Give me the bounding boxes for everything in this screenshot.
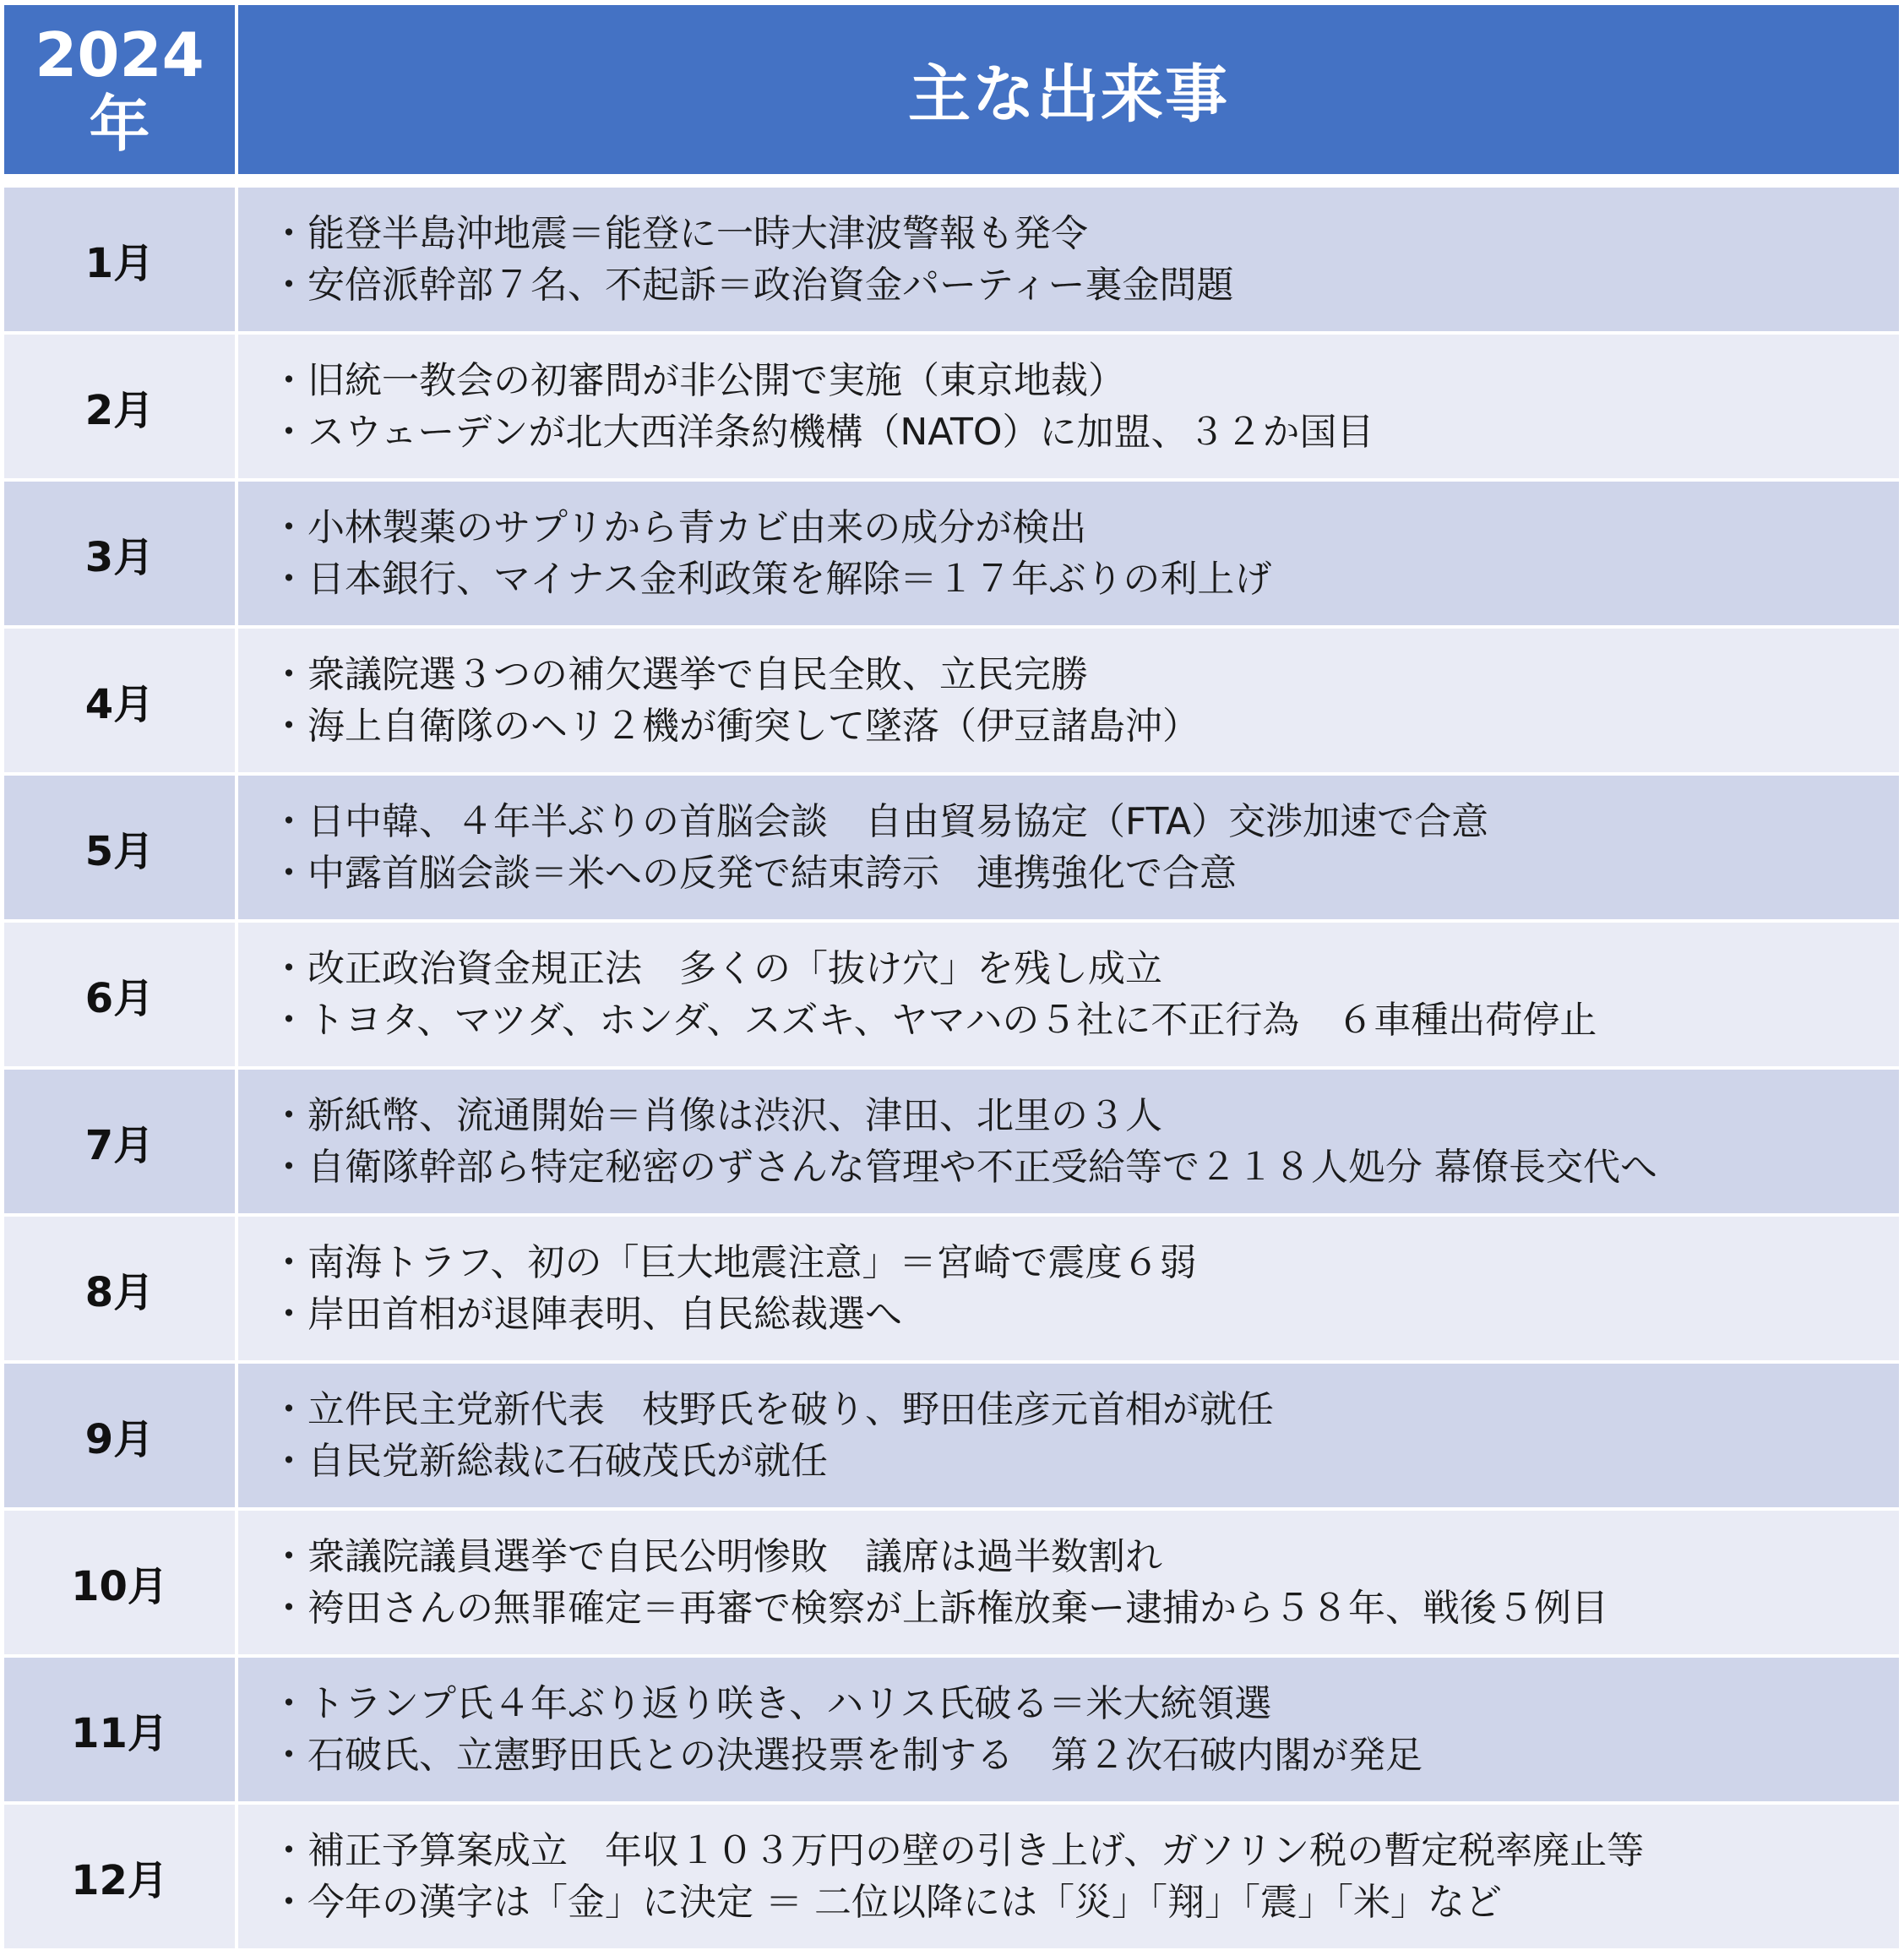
events-cell [238,776,1899,919]
event-item: ・改正政治資金規正法 多くの「抜け穴」を残し成立 [270,947,1162,990]
events-cell [238,1364,1899,1507]
month-label: 10月 [4,1511,235,1654]
events-cell [238,923,1899,1066]
events-cell [238,482,1899,625]
month-label: 3月 [4,482,235,625]
event-item: ・衆議院選３つの補欠選挙で自民全敗、立民完勝 [270,653,1088,696]
event-item: ・トヨタ、マツダ、ホンダ、スズキ、ヤマハの５社に不正行為 ６車種出荷停止 [270,999,1597,1042]
event-item: ・能登半島沖地震＝能登に一時大津波警報も発令 [270,212,1088,255]
month-label: 2月 [4,335,235,478]
month-label: 1月 [4,188,235,331]
event-item: ・小林製薬のサプリから青カビ由来の成分が検出 [270,506,1087,549]
event-item: ・袴田さんの無罪確定＝再審で検察が上訴権放棄ー逮捕から５８年、戦後５例目 [270,1587,1608,1630]
events-cell [238,1658,1899,1801]
events-cell [238,188,1899,331]
year-suffix: 年 [89,89,150,160]
event-item: ・日中韓、４年半ぶりの首脳会談 自由貿易協定（FTA）交渉加速で合意 [270,800,1489,843]
event-item: ・新紙幣、流通開始＝肖像は渋沢、津田、北里の３人 [270,1094,1162,1137]
month-label: 5月 [4,776,235,919]
event-item: ・中露首脳会談＝米への反発で結束誇示 連携強化で合意 [270,852,1237,895]
year-number: 2024 [35,19,204,90]
year-header [4,5,235,174]
events-cell [238,335,1899,478]
event-item: ・南海トラフ、初の「巨大地震注意」＝宮崎で震度６弱 [270,1241,1197,1284]
event-item: ・海上自衛隊のヘリ２機が衝突して墜落（伊豆諸島沖） [270,705,1200,748]
events-cell [238,1217,1899,1360]
events-cell [238,1805,1899,1948]
month-label: 8月 [4,1217,235,1360]
month-label: 7月 [4,1070,235,1213]
events-cell [238,629,1899,772]
events-cell [238,1070,1899,1213]
event-item: ・衆議院議員選挙で自民公明惨敗 議席は過半数割れ [270,1535,1162,1578]
month-label: 6月 [4,923,235,1066]
event-item: ・立件民主党新代表 枝野氏を破り、野田佳彦元首相が就任 [270,1388,1274,1431]
table-title: 主な出来事 [238,5,1899,174]
events-table [4,5,1899,1948]
month-label: 12月 [4,1805,235,1948]
event-item: ・自衛隊幹部ら特定秘密のずさんな管理や不正受給等で２１８人処分 幕僚長交代へ [270,1146,1657,1189]
event-item: ・旧統一教会の初審問が非公開で実施（東京地裁） [270,359,1125,402]
month-label: 11月 [4,1658,235,1801]
event-item: ・今年の漢字は「金」に決定 ＝ 二位以降には「災」「翔」「震」「米」など [270,1881,1502,1924]
event-item: ・自民党新総裁に石破茂氏が就任 [270,1440,828,1483]
event-item: ・岸田首相が退陣表明、自民総裁選へ [270,1293,902,1336]
header-divider [4,177,1899,184]
event-item: ・日本銀行、マイナス金利政策を解除＝１７年ぶりの利上げ [270,558,1272,601]
events-cell [238,1511,1899,1654]
month-label: 9月 [4,1364,235,1507]
month-label: 4月 [4,629,235,772]
event-item: ・トランプ氏４年ぶり返り咲き、ハリス氏破る＝米大統領選 [270,1682,1272,1725]
event-item: ・石破氏、立憲野田氏との決選投票を制する 第２次石破内閣が発足 [270,1734,1423,1777]
event-item: ・安倍派幹部７名、不起訴＝政治資金パーティー裏金問題 [270,264,1234,307]
event-item: ・補正予算案成立 年収１０３万円の壁の引き上げ、ガソリン税の暫定税率廃止等 [270,1829,1645,1872]
event-item: ・スウェーデンが北大西洋条約機構（NATO）に加盟、３２か国目 [270,411,1374,454]
